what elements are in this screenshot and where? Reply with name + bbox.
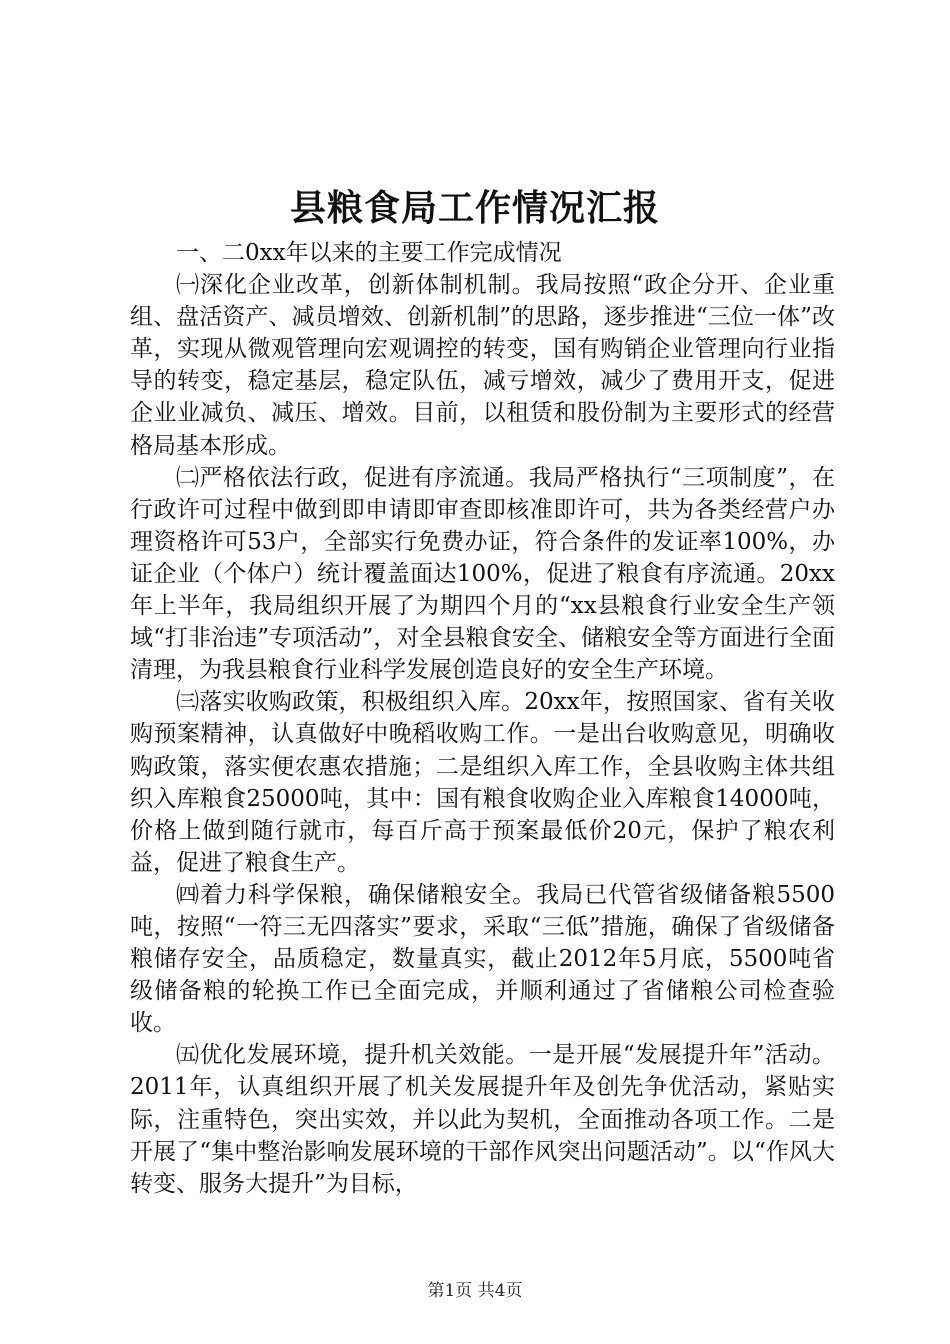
paragraph-administration: ㈡严格依法行政，促进有序流通。我局严格执行“三项制度”，在行政许可过程中做到即申请即审查即核准即许可，共为各类经营户办理资格许可53户，全部实行免费办证，符合条件的发证率100%，办证企业（个体户）统计覆盖面达100%，促进了粮食有序流通。20xx年上半年，我局组织开展了为期四个月的“xx县粮食行业安全生产领域“打非治违”专项活动”，对全县粮食安全、储粮安全等方面进行全面清理，为我县粮食行业科学发展创造良好的安全生产环境。	[130, 464, 835, 684]
paragraph-grain-storage: ㈣着力科学保粮，确保储粮安全。我局已代管省级储备粮5500吨，按照“一符三无四落实”要求，采取“三低”措施，确保了省级储备粮储存安全，品质稳定，数量真实，截止2012年5月底，5500吨省级储备粮的轮换工作已全面完成，并顺利通过了省储粮公司检查验收。	[130, 881, 835, 1037]
document-body	[130, 237, 835, 1200]
paragraph-environment: ㈤优化发展环境，提升机关效能。一是开展“发展提升年”活动。2011年，认真组织开展了机关发展提升年及创先争优活动，紧贴实际，注重特色，突出实效，并以此为契机，全面推动各项工作。二是开展了“集中整治影响发展环境的干部作风突出问题活动”。以“作风大转变、服务大提升”为目标，	[130, 1042, 835, 1197]
paragraph-enterprise-reform: ㈠深化企业改革，创新体制机制。我局按照“政企分开、企业重组、盘活资产、减员增效、创新机制”的思路，逐步推进“三位一体”改革，实现从微观管理向宏观调控的转变，国有购销企业管理向行业指导的转变，稳定基层，稳定队伍，减亏增效，减少了费用开支，促进企业业减负、减压、增效。目前，以租赁和股份制为主要形式的经营格局基本形成。	[130, 272, 835, 459]
paragraph-procurement: ㈢落实收购政策，积极组织入库。20xx年，按照国家、省有关收购预案精神，认真做好中晚稻收购工作。一是出台收购意见，明确收购政策，落实便农惠农措施；二是组织入库工作，全县收购主体共组织入库粮食25000吨，其中：国有粮食收购企业入库粮食14000吨，价格上做到随行就市，每百斤高于预案最低价20元，保护了粮农利益，促进了粮食生产。	[130, 689, 835, 876]
section-heading: 一、二0xx年以来的主要工作完成情况	[176, 240, 562, 266]
page-footer: 第1页 共4页	[427, 1281, 523, 1301]
document-title: 县粮食局工作情况汇报	[289, 187, 660, 229]
